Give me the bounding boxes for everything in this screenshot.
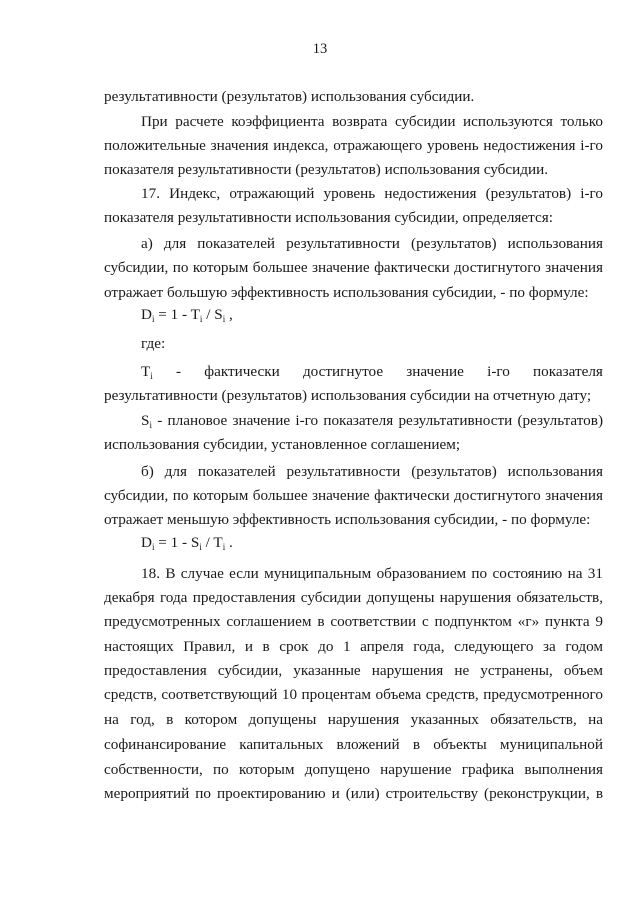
text-line: предоставления субсидии, указанные нарушения не устранены, объем: [104, 662, 603, 679]
formula-sub: i: [222, 542, 226, 552]
formula-d: D: [141, 534, 152, 551]
text-line: отражает меньшую эффективность использования субсидии, - по формуле:: [104, 511, 591, 528]
text-line: мероприятий по проектированию и (или) строительству (реконструкции, в: [104, 785, 603, 802]
formula-sub: i: [222, 314, 226, 324]
text-line: использования субсидии, установленное соглашением;: [104, 436, 461, 453]
formula-d-greater: [141, 305, 233, 329]
formula-sub: i: [199, 314, 203, 324]
text-line: При расчете коэффициента возврата субсидии используются только: [141, 113, 603, 130]
formula-sub: i: [151, 314, 155, 324]
definition-s-row: [141, 411, 603, 431]
text-line: субсидии, по которым большее значение фактически достигнутого значения: [104, 487, 603, 504]
text-line: средств, соответствующий 10 процентам объема средств, предусмотренного: [104, 686, 603, 703]
formula-d: D: [141, 306, 152, 323]
formula-sub: i: [149, 420, 152, 430]
text-line: показателя результативности (результатов) использования субсидии.: [104, 161, 549, 178]
formula-part: = 1 - T: [154, 306, 200, 323]
text-line: б) для показателей результативности (результатов) использования: [141, 463, 603, 480]
text-line: софинансирование капитальных вложений в объекты муниципальной: [104, 736, 603, 753]
formula-d-smaller: [141, 533, 233, 557]
page-number: 13: [312, 41, 328, 57]
formula-sub: i: [151, 542, 155, 552]
definition-word: достигнутое: [302, 363, 384, 380]
definition-t-row: [141, 362, 603, 382]
text-line: декабря года предоставления субсидии допущены нарушения обязательств,: [104, 589, 603, 606]
formula-part: = 1 - S: [154, 534, 200, 551]
text-line: на год, в котором допущены нарушения указанных обязательств, на: [104, 711, 603, 728]
text-line: отражает большую эффективность использования субсидии, - по формуле:: [104, 284, 589, 301]
definition-word: показателя: [533, 363, 603, 380]
text-line: результативности (результатов) использования субсидии на отчетную дату;: [104, 387, 592, 404]
formula-part: ,: [225, 306, 233, 323]
definition-word: i-го: [487, 363, 510, 380]
text-line: показателя результативности использования субсидии, определяется:: [104, 209, 553, 226]
text-line: предусмотренных соглашением в соответствии с подпунктом «г» пункта 9: [104, 613, 603, 630]
formula-part: / T: [201, 534, 223, 551]
text-line: где:: [141, 335, 166, 352]
text-line: собственности, по которым допущено нарушение графика выполнения: [104, 761, 603, 778]
text-line: настоящих Правил, и в срок до 1 апреля года, следующего за годом: [104, 638, 603, 655]
definition-t-symbol: $T_i$: [141, 363, 153, 381]
text-line: субсидии, по которым большее значение фактически достигнутого значения: [104, 259, 603, 276]
formula-part: / S: [202, 306, 223, 323]
text-line: 17. Индекс, отражающий уровень недостижения (результатов) i-го: [141, 185, 603, 202]
definition-word: фактически: [204, 363, 280, 380]
text-line: а) для показателей результативности (результатов) использования: [141, 235, 603, 252]
definition-s-symbol: S: [141, 412, 150, 429]
definition-word: значение: [406, 363, 464, 380]
formula-part: .: [225, 534, 233, 551]
text-line: положительные значения индекса, отражающего уровень недостижения i-го: [104, 137, 603, 154]
text-line: 18. В случае если муниципальным образованием по состоянию на 31: [141, 565, 603, 582]
formula-sub: i: [199, 542, 202, 552]
definition-s-text: - плановое значение i-го показателя результативности (результатов): [151, 412, 603, 429]
text-line: результативности (результатов) использования субсидии.: [104, 88, 475, 105]
definition-word: -: [175, 363, 182, 380]
